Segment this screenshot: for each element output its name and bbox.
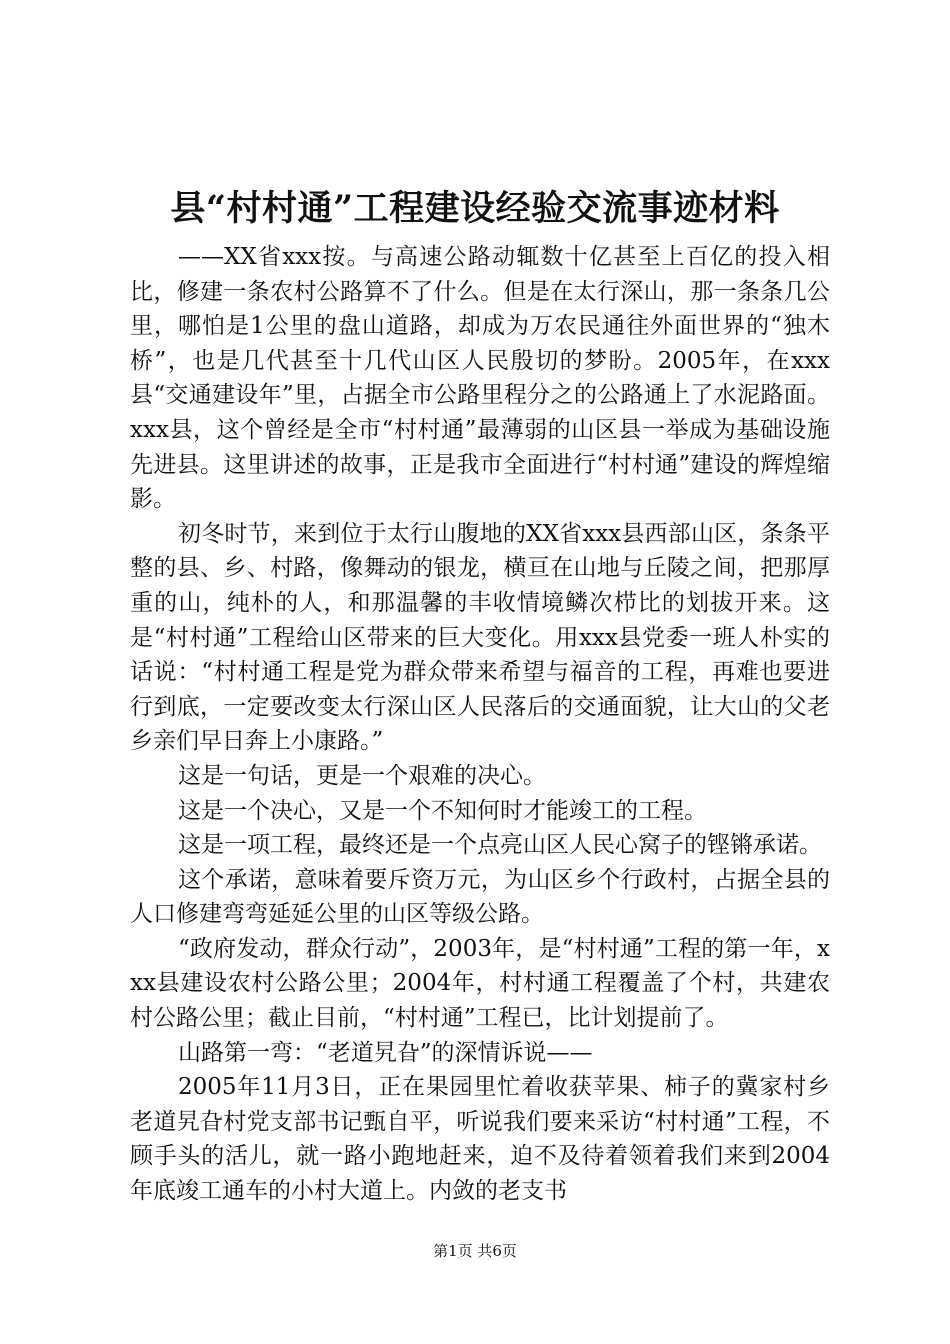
document-body xyxy=(130,240,830,1209)
paragraph-8: 山路第一弯：“老道旯旮”的深情诉说—— xyxy=(178,1039,593,1066)
paragraph-3: 这是一句话，更是一个艰难的决心。 xyxy=(178,762,546,789)
paragraph-1: ——XX省xxx按。与高速公路动辄数十亿甚至上百亿的投入相比，修建一条农村公路算不了什么。但是在太行深山，那一条条几公里，哪怕是1公里的盘山道路，却成为万农民通往外面世界的“独木桥”，也是几代甚至十几代山区人民殷切的梦盼。2005年，在xxx县“交通建设年”里，占据全市公路里程分之的公路通上了水泥路面。xxx县，这个曾经是全市“村村通”最薄弱的山区县一举成为基础设施先进县。这里讲述的故事，正是我市全面进行“村村通”建设的辉煌缩影。 xyxy=(130,244,830,513)
paragraph-4: 这是一个决心，又是一个不知何时才能竣工的工程。 xyxy=(178,797,707,824)
paragraph-9: 2005年11月3日，正在果园里忙着收获苹果、柿子的冀家村乡老道旯旮村党支部书记甄自平，听说我们要来采访“村村通”工程，不顾手头的活儿，就一路小跑地赶来，迫不及待着领着我们来到2004年底竣工通车的小村大道上。内敛的老支书 xyxy=(130,1074,830,1205)
paragraph-5: 这是一项工程，最终还是一个点亮山区人民心窝子的铿锵承诺。 xyxy=(178,832,822,859)
page-number-footer: 第1页 共6页 xyxy=(433,1242,517,1260)
paragraph-2: 初冬时节，来到位于太行山腹地的XX省xxx县西部山区，条条平整的县、乡、村路，像舞动的银龙，横亘在山地与丘陵之间，把那厚重的山，纯朴的人，和那温馨的丰收情境鳞次栉比的划拔开来。这是“村村通”工程给山区带来的巨大变化。用xxx县党委一班人朴实的话说：“村村通工程是党为群众带来希望与福音的工程，再难也要进行到底，一定要改变太行深山区人民落后的交通面貌，让大山的父老乡亲们早日奔上小康路。” xyxy=(130,520,830,755)
paragraph-7: “政府发动，群众行动”，2003年，是“村村通”工程的第一年，xxx县建设农村公路公里；2004年，村村通工程覆盖了个村，共建农村公路公里；截止目前，“村村通”工程已，比计划提前了。 xyxy=(130,935,830,1032)
document-title: 县“村村通”工程建设经验交流事迹材料 xyxy=(170,188,780,229)
paragraph-6: 这个承诺，意味着要斥资万元，为山区乡个行政村，占据全县的人口修建弯弯延延公里的山区等级公路。 xyxy=(130,866,830,928)
